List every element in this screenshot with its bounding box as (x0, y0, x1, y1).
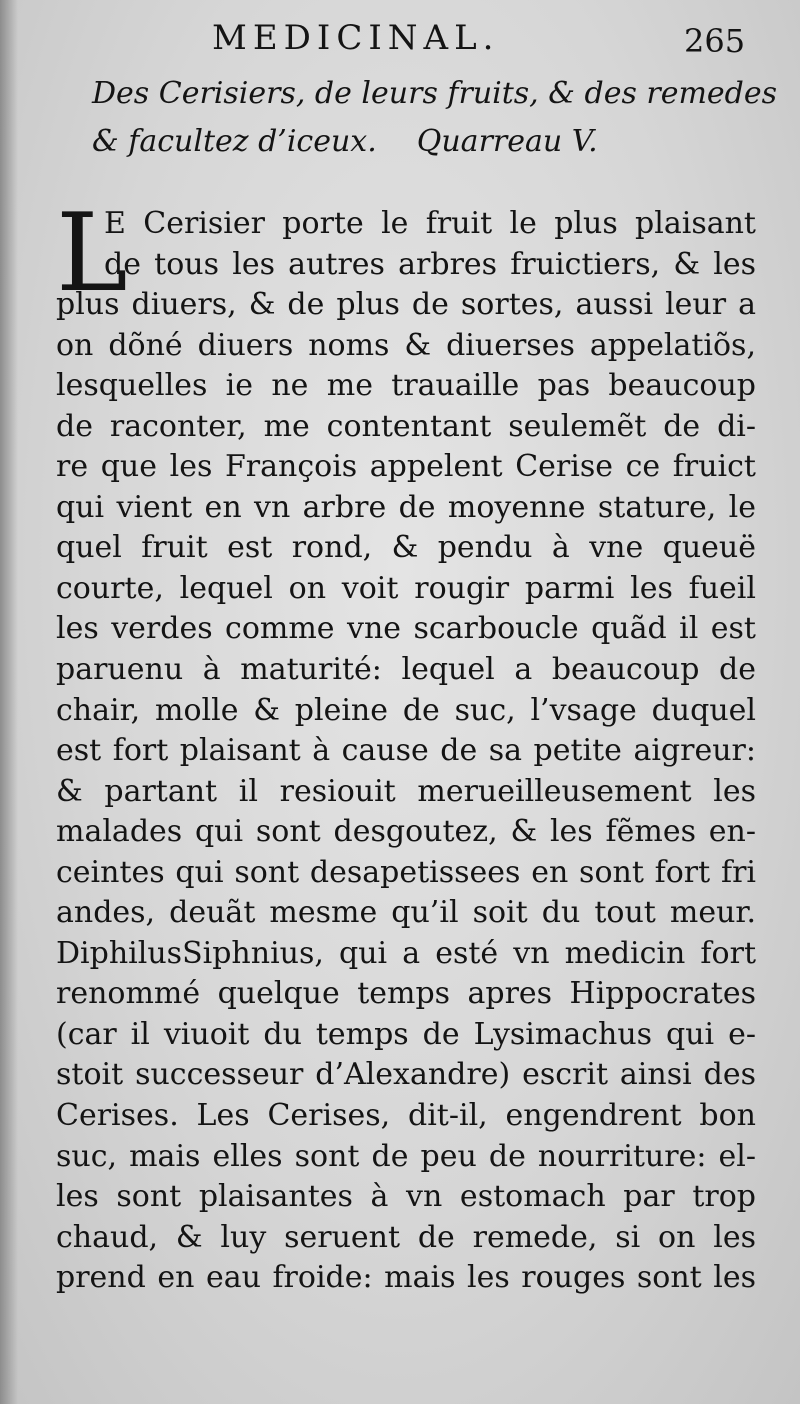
text-line: chaud, & luy seruent de remede, si on les (56, 1219, 756, 1255)
text-line: lesquelles ie ne me trauaille pas beaucoup (56, 368, 756, 404)
running-head (0, 14, 800, 64)
text-line: ceintes qui sont desapetissees en sont fort fri (56, 854, 756, 890)
text-line: plus diuers, & de plus de sortes, aussi leur a (56, 287, 756, 323)
text-line: DiphilusSiphnius, qui a esté vn medicin fort (56, 935, 756, 971)
heading-line-2-text: & facultez d’iceux. (92, 124, 377, 159)
running-title: MEDICINAL. (212, 18, 500, 58)
text-line: stoit successeur d’Alexandre) escrit ainsi des (56, 1057, 756, 1093)
text-line: suc, mais elles sont de peu de nourriture: el- (56, 1138, 756, 1174)
text-line: paruenu à maturité: lequel a beaucoup de (56, 652, 756, 688)
body-text (56, 191, 756, 1299)
text-line: (car il viuoit du temps de Lysimachus qui e- (56, 1016, 756, 1052)
text-line: prend en eau froide: mais les rouges sont les (56, 1260, 756, 1296)
section-heading (92, 70, 778, 166)
text-line: Cerises. Les Cerises, dit-il, engendrent bon (56, 1098, 756, 1134)
text-line: andes, deuãt mesme qu’il soit du tout meur. (56, 895, 756, 931)
text-line: qui vient en vn arbre de moyenne stature, le (56, 489, 756, 525)
text-line: est fort plaisant à cause de sa petite aigreur: (56, 733, 756, 769)
page-number: 265 (684, 22, 746, 60)
quarreau-label: Quarreau V. (416, 124, 598, 159)
text-line: re que les François appelent Cerise ce fruict (56, 449, 756, 485)
text-line: E Cerisier porte le fruit le plus plaisant (104, 206, 756, 241)
text-line: quel fruit est rond, & pendu à vne queuë (56, 530, 756, 566)
text-line: renommé quelque temps apres Hippocrates (56, 976, 756, 1012)
text-line: les sont plaisantes à vn estomach par trop (56, 1179, 756, 1215)
text-line: de raconter, me contentant seulemẽt de di- (56, 408, 756, 444)
drop-cap: L (56, 191, 128, 316)
text-line: chair, molle & pleine de suc, l’vsage duquel (56, 692, 756, 728)
text-line: les verdes comme vne scarboucle quãd il est (56, 611, 756, 647)
text-line: & partant il resiouit merueilleusement les (56, 773, 756, 809)
text-line: malades qui sont desgoutez, & les fẽmes en- (56, 814, 756, 850)
text-line: de tous les autres arbres fruictiers, & les (104, 246, 756, 282)
binding-shadow (0, 0, 18, 1404)
text-line: on dõné diuers noms & diuerses appelatiõs, (56, 327, 756, 363)
heading-line-2 (92, 118, 752, 166)
heading-line-1: Des Cerisiers, de leurs fruits, & des remedes (92, 76, 778, 111)
text-line: courte, lequel on voit rougir parmi les fueil (56, 570, 756, 606)
